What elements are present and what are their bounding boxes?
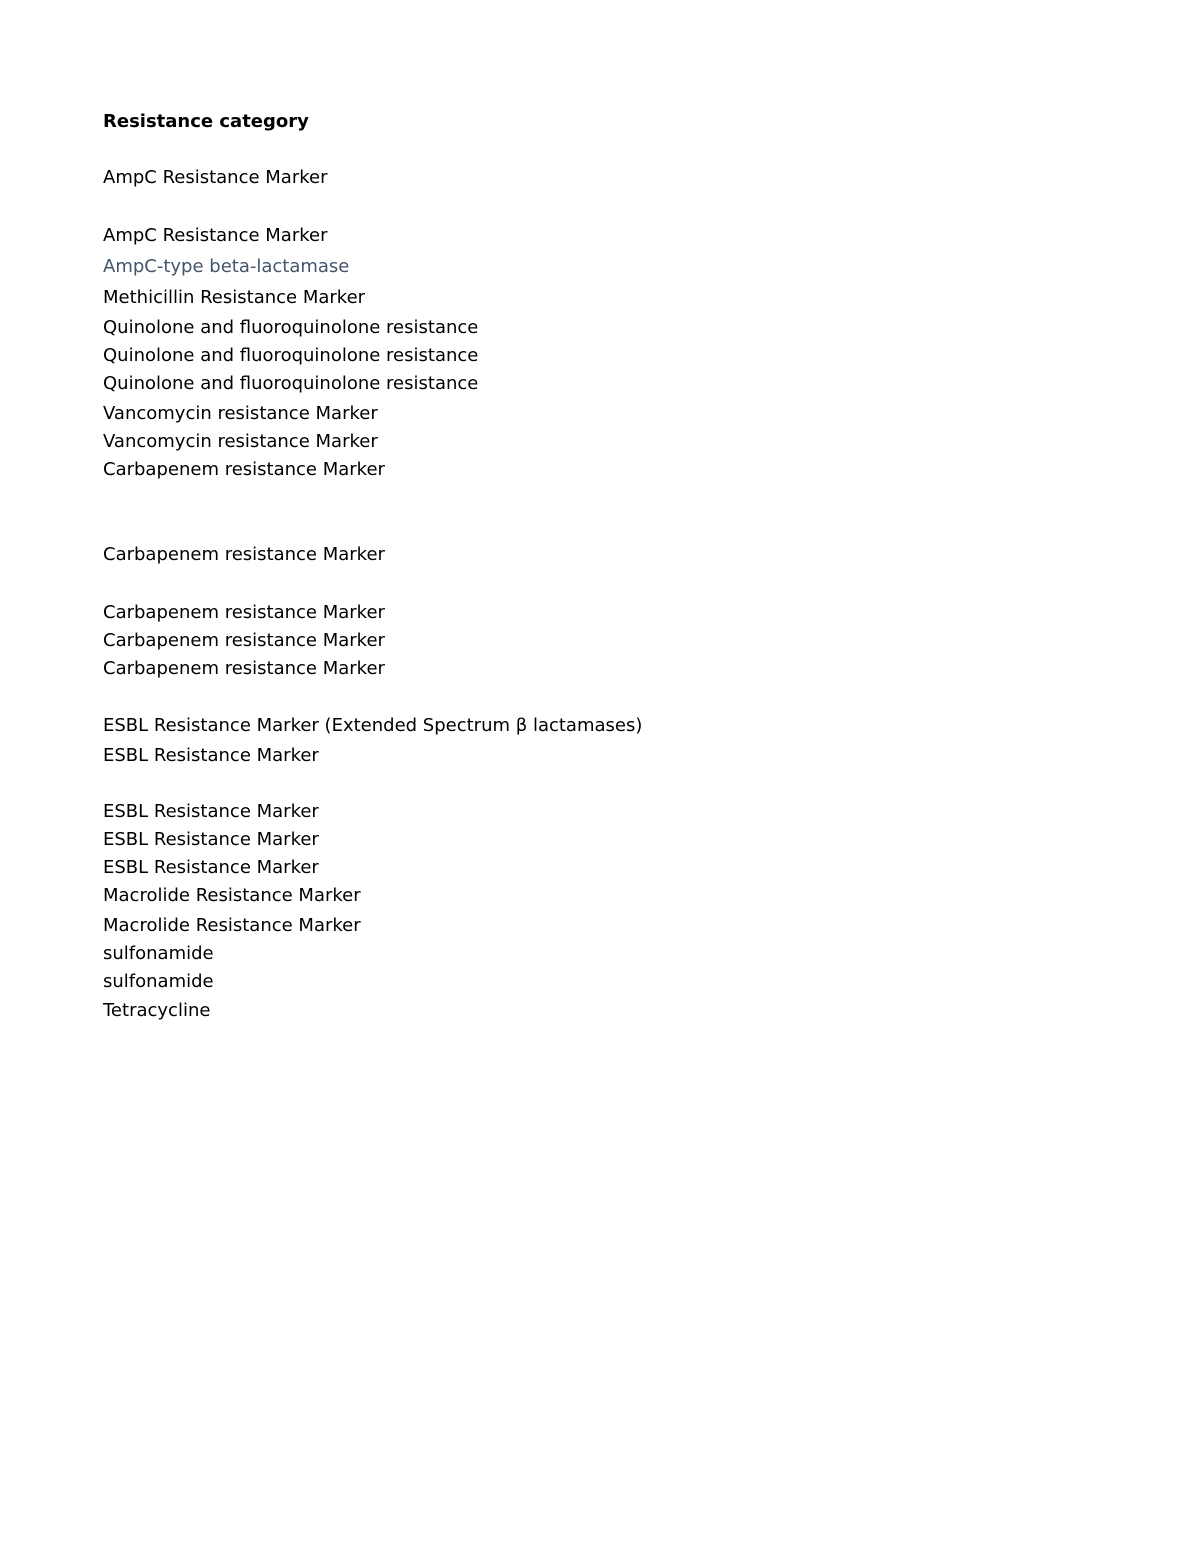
list-item: Macrolide Resistance Marker <box>103 915 361 936</box>
list-item: Carbapenem resistance Marker <box>103 658 385 679</box>
list-item: Vancomycin resistance Marker <box>103 431 378 452</box>
list-item: Quinolone and fluoroquinolone resistance <box>103 317 479 338</box>
list-item: AmpC-type beta-lactamase <box>103 256 350 277</box>
list-item: Tetracycline <box>103 1000 211 1021</box>
list-item: AmpC Resistance Marker <box>103 225 328 246</box>
list-item: ESBL Resistance Marker <box>103 801 319 822</box>
list-item: Quinolone and fluoroquinolone resistance <box>103 345 479 366</box>
page-title: Resistance category <box>103 111 309 132</box>
list-item: Vancomycin resistance Marker <box>103 403 378 424</box>
list-item: Quinolone and fluoroquinolone resistance <box>103 373 479 394</box>
list-item: Carbapenem resistance Marker <box>103 459 385 480</box>
list-item: Carbapenem resistance Marker <box>103 630 385 651</box>
list-item: Carbapenem resistance Marker <box>103 544 385 565</box>
list-item: ESBL Resistance Marker <box>103 745 319 766</box>
list-item: Carbapenem resistance Marker <box>103 602 385 623</box>
list-item: AmpC Resistance Marker <box>103 167 328 188</box>
list-item: ESBL Resistance Marker <box>103 829 319 850</box>
list-item: Methicillin Resistance Marker <box>103 287 366 308</box>
list-item: sulfonamide <box>103 971 214 992</box>
list-item: ESBL Resistance Marker <box>103 857 319 878</box>
list-item: Macrolide Resistance Marker <box>103 885 361 906</box>
list-item: ESBL Resistance Marker (Extended Spectrum β lactamases) <box>103 715 643 736</box>
list-item: sulfonamide <box>103 943 214 964</box>
